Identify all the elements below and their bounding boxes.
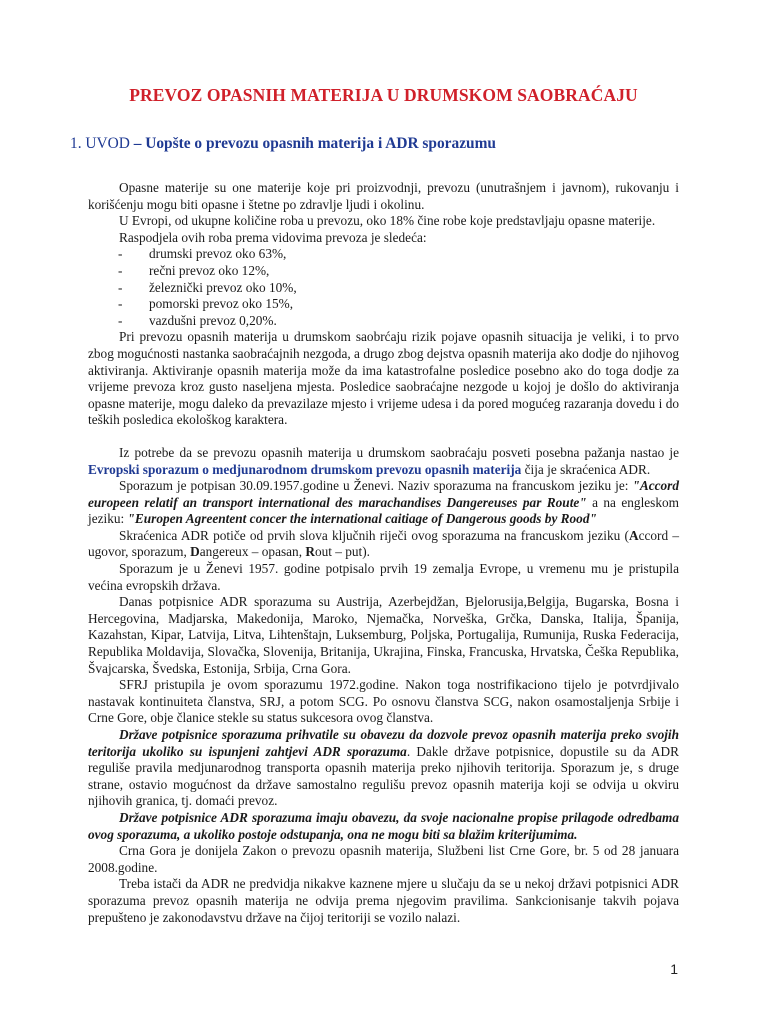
paragraph-adr-origin <box>88 445 679 478</box>
document-title: PREVOZ OPASNIH MATERIJA U DRUMSKOM SAOBRAĆAJU <box>129 85 638 105</box>
french-name: "Accord europeen relatif an transport international des marachandises Dangereuses par Route" <box>88 478 679 510</box>
text-run: Iz potrebe da se prevozu opasnih materija u drumskom saobraćaju posveti posebna pažanja nastao je <box>119 444 679 460</box>
text-run: Skraćenica ADR potiče od prvih slova ključnih riječi ovog sporazuma na francuskom jeziku ( <box>119 527 629 543</box>
letter-d: D <box>190 544 200 560</box>
text-run: Sporazum je potpisan 30.09.1957.godine u Ženevi. Naziv sporazuma na francuskom jeziku je: <box>119 478 633 494</box>
page-number: 1 <box>670 961 678 977</box>
text-run: a na engleskom jeziku: <box>88 494 679 527</box>
document-page <box>70 84 680 926</box>
text-run: . Dakle države potpisnice, dopustile su da ADR reguliše pravila medjunarodnog transporta opasnih materija preko njihovih teritorija. Sporazum je, s druge strane, ostavio mogućnost da države samostalno regulišu prevoz opasnih materija koji se odvija u okviru njihovih granica, tj. domaći prevoz. <box>88 743 680 809</box>
obligation-emphasis: Države potpisnice sporazuma prihvatile su obavezu da dozvole prevoz opasnih materija preko svojih teritorija ukoliko su ispunjeni zahtjevi ADR sporazuma <box>88 727 679 759</box>
section-number: 1. UVOD <box>70 135 130 152</box>
national-rules-emphasis: Države potpisnice ADR sporazuma imaju obavezu, da svoje nacionalne propise prilagode odredbama ovog sporazuma, a ukoliko postoje odstupanja, ona ne mogu biti sa blažim kriterijumima. <box>88 809 679 842</box>
list-item: - železnički prevoz oko 10%, <box>88 280 679 297</box>
section-dash: – <box>129 135 146 152</box>
english-name: "Europen Agreentent concer the international caitiage of Dangerous goods by Rood" <box>127 511 597 527</box>
paragraph-signing <box>88 478 679 528</box>
paragraph-sfrj: SFRJ pristupila je ovom sporazumu 1972.godine. Nakon toga nostrifikaciono tijelo je potvrdjivalo nastavak kontinuiteta članstva, SRJ, a potom SCG. Po osnovu članstva SCG, nakon osamostaljenja Srbije i Crne Gore, obje članice stekle su status sukcesora ovog članstva. <box>88 677 679 726</box>
paragraph-abbreviation <box>88 528 679 561</box>
text-run: out – put). <box>314 544 371 560</box>
paragraph-montenegro-law: Crna Gora je donijela Zakon o prevozu opasnih materija, Službeni list Crne Gore, br. 5 od 28 januara 2008.godine. <box>88 843 679 875</box>
text-run: čija je skraćenica ADR. <box>521 461 651 477</box>
paragraph-signatories-list: Danas potpisnice ADR sporazuma su Austrija, Azerbejdžan, Bjelorusija,Belgija, Bugarska, Bosna i Hercegovina, Madjarska, Makedonija, Maroko, Njemačka, Norveška, Grčka, Danska, Italija, Španija, Kazahstan, Kipar, Latvija, Litva, Lihtenštajn, Luksemburg, Poljska, Portugalija, Rumunija, Ruska Federacija, Republika Moldavija, Slovačka, Slovenija, Britanija, Ukrajina, Finska, Francuska, Hrvatska, Češka Republika, Švajcarska, Švedska, Estonija, Srbija, Crna Gora. <box>88 594 679 676</box>
paragraph-sanctions: Treba istači da ADR ne predvidja nikakve kaznene mjere u slučaju da se u nekoj državi potpisnici ADR sporazuma prevoz opasnih materija ne odvija prema njegovim pravilima. Sankcionisanje takvih pojava prepušteno je zakonodavstvu države na čijoj teritoriji se vozilo nalazi. <box>88 876 679 925</box>
list-item: - drumski prevoz oko 63%, <box>88 246 679 263</box>
adr-agreement-name: Evropski sporazum o medjunarodnom drumskom prevozu opasnih materija <box>88 461 522 477</box>
paragraph-obligations <box>88 727 679 810</box>
text-run: angereux – opasan, <box>199 544 306 560</box>
paragraph-europe-share: U Evropi, od ukupne količine roba u prevozu, oko 18% čine robe koje predstavljaju opasne materije. <box>119 213 656 229</box>
paragraph-risk: Pri prevozu opasnih materija u drumskom saobrćaju rizik pojave opasnih situacija je veliki, i to prvo zbog mogućnosti nastanka saobraćajnih nezgoda, a drugo zbog dejstva opasnih materija ako dodje do njihovog aktiviranja. Aktiviranje opasnih materija može da ima katastrofalne posledice posebno ako do toga dodje za vrijeme prevoza kroz gusto naseljena mjesta. Posledice saobraćajne nezgode u kojoj je došlo do aktiviranja opasne materije, mogu daleko da prevazilaze mjesto i vrijeme udesa i da pored mogućeg razaranja dovedu i do teških posledica ekološkog karaktera. <box>88 329 679 428</box>
text-run: ccord – ugovor, sporazum, <box>88 527 679 560</box>
paragraph-first-signatories: Sporazum je u Ženevi 1957. godine potpisalo prvih 19 zemalja Evrope, u vremenu mu je pristupila većina evropskih država. <box>88 561 679 593</box>
paragraph-national-rules <box>88 810 679 843</box>
section-heading <box>70 134 679 154</box>
letter-r: R <box>305 544 315 560</box>
paragraph-distribution-intro: Raspodjela ovih roba prema vidovima prevoza je sledeća: <box>119 229 427 245</box>
distribution-list <box>88 246 679 329</box>
paragraph-definition: Opasne materije su one materije koje pri proizvodnji, prevozu (unutrašnjem i javnom), rukovanju i korišćenju mogu biti opasne i štetne po zdravlje ljudi i okolinu. <box>88 180 679 212</box>
list-item: - vazdušni prevoz 0,20%. <box>88 313 679 330</box>
paragraph-gap <box>88 429 679 445</box>
list-item: - rečni prevoz oko 12%, <box>88 263 679 280</box>
letter-a: A <box>628 527 639 543</box>
list-item: - pomorski prevoz oko 15%, <box>88 296 679 313</box>
section-title-text: Uopšte o prevozu opasnih materija i ADR sporazumu <box>145 135 496 152</box>
